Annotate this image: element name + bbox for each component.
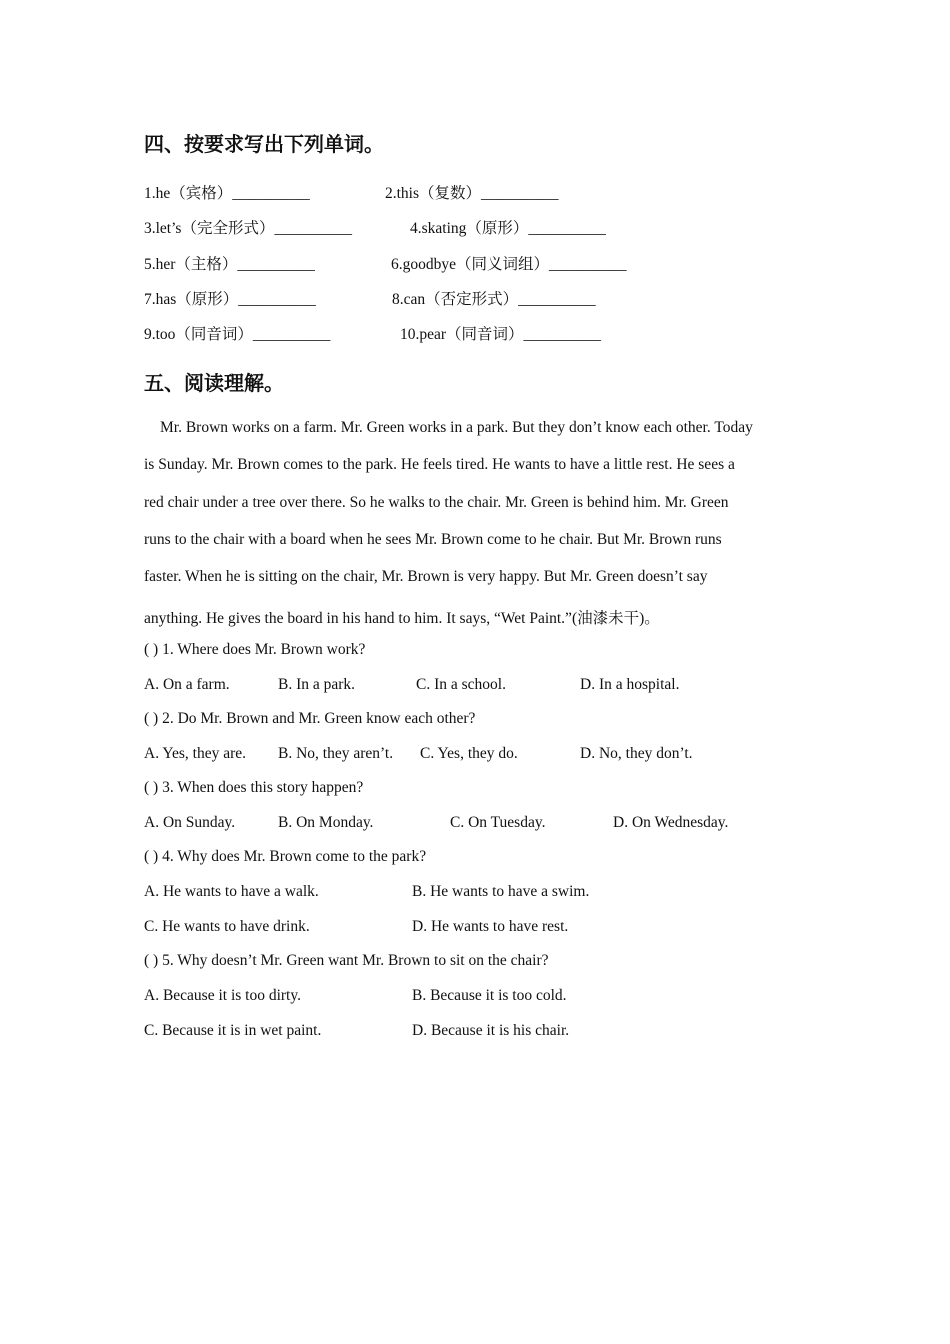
question-5-option-b: B. Because it is too cold. [412,987,567,1004]
word-item-7: 7.has（原形）__________ [144,291,316,308]
question-2-option-a: A. Yes, they are. [144,745,247,762]
word-item-9: 9.too（同音词）__________ [144,326,331,343]
question-4-option-c: C. He wants to have drink. [144,918,310,935]
question-5-option-d: D. Because it is his chair. [412,1022,570,1039]
passage-line-4: runs to the chair with a board when he sees Mr. Brown come to he chair. But Mr. Brown runs [144,531,722,548]
question-3-stem: ( ) 3. When does this story happen? [144,779,364,796]
passage-line-6: anything. He gives the board in his hand to him. It says, “Wet Paint.”(油漆未干)。 [144,610,660,627]
word-item-8: 8.can（否定形式）__________ [392,291,596,308]
question-4-option-a: A. He wants to have a walk. [144,883,319,900]
word-item-2: 2.this（复数）__________ [385,185,559,202]
word-item-1: 1.he（宾格）__________ [144,185,310,202]
word-item-5: 5.her（主格）__________ [144,256,315,273]
question-1-option-b: B. In a park. [278,676,356,693]
question-5-stem: ( ) 5. Why doesn’t Mr. Green want Mr. Brown to sit on the chair? [144,952,549,969]
question-2-option-b: B. No, they aren’t. [278,745,394,762]
passage-line-5: faster. When he is sitting on the chair, Mr. Brown is very happy. But Mr. Green doesn’t say [144,568,708,585]
word-item-4: 4.skating（原形）__________ [410,220,606,237]
question-1-option-d: D. In a hospital. [580,676,680,693]
question-4-option-d: D. He wants to have rest. [412,918,569,935]
question-3-option-c: C. On Tuesday. [450,814,546,831]
passage-line-1: Mr. Brown works on a farm. Mr. Green works in a park. But they don’t know each other. Today [160,419,753,436]
passage-line-3: red chair under a tree over there. So he walks to the chair. Mr. Green is behind him. Mr. Green [144,494,729,511]
question-1-option-a: A. On a farm. [144,676,230,693]
question-2-option-d: D. No, they don’t. [580,745,693,762]
word-item-3: 3.let’s（完全形式）__________ [144,220,352,237]
question-4-option-b: B. He wants to have a swim. [412,883,590,900]
passage-line-2: is Sunday. Mr. Brown comes to the park. He feels tired. He wants to have a little rest. He sees a [144,456,735,473]
question-5-option-a: A. Because it is too dirty. [144,987,301,1004]
question-1-stem: ( ) 1. Where does Mr. Brown work? [144,641,366,658]
question-1-option-c: C. In a school. [416,676,506,693]
question-3-option-b: B. On Monday. [278,814,374,831]
question-4-stem: ( ) 4. Why does Mr. Brown come to the park? [144,848,427,865]
question-2-stem: ( ) 2. Do Mr. Brown and Mr. Green know each other? [144,710,476,727]
word-item-6: 6.goodbye（同义词组）__________ [391,256,627,273]
question-5-option-c: C. Because it is in wet paint. [144,1022,322,1039]
question-3-option-d: D. On Wednesday. [613,814,729,831]
question-3-option-a: A. On Sunday. [144,814,236,831]
word-item-10: 10.pear（同音词）__________ [400,326,602,343]
question-2-option-c: C. Yes, they do. [420,745,518,762]
section5-heading: 五、阅读理解。 [144,371,284,395]
section4-heading: 四、按要求写出下列单词。 [144,132,384,156]
